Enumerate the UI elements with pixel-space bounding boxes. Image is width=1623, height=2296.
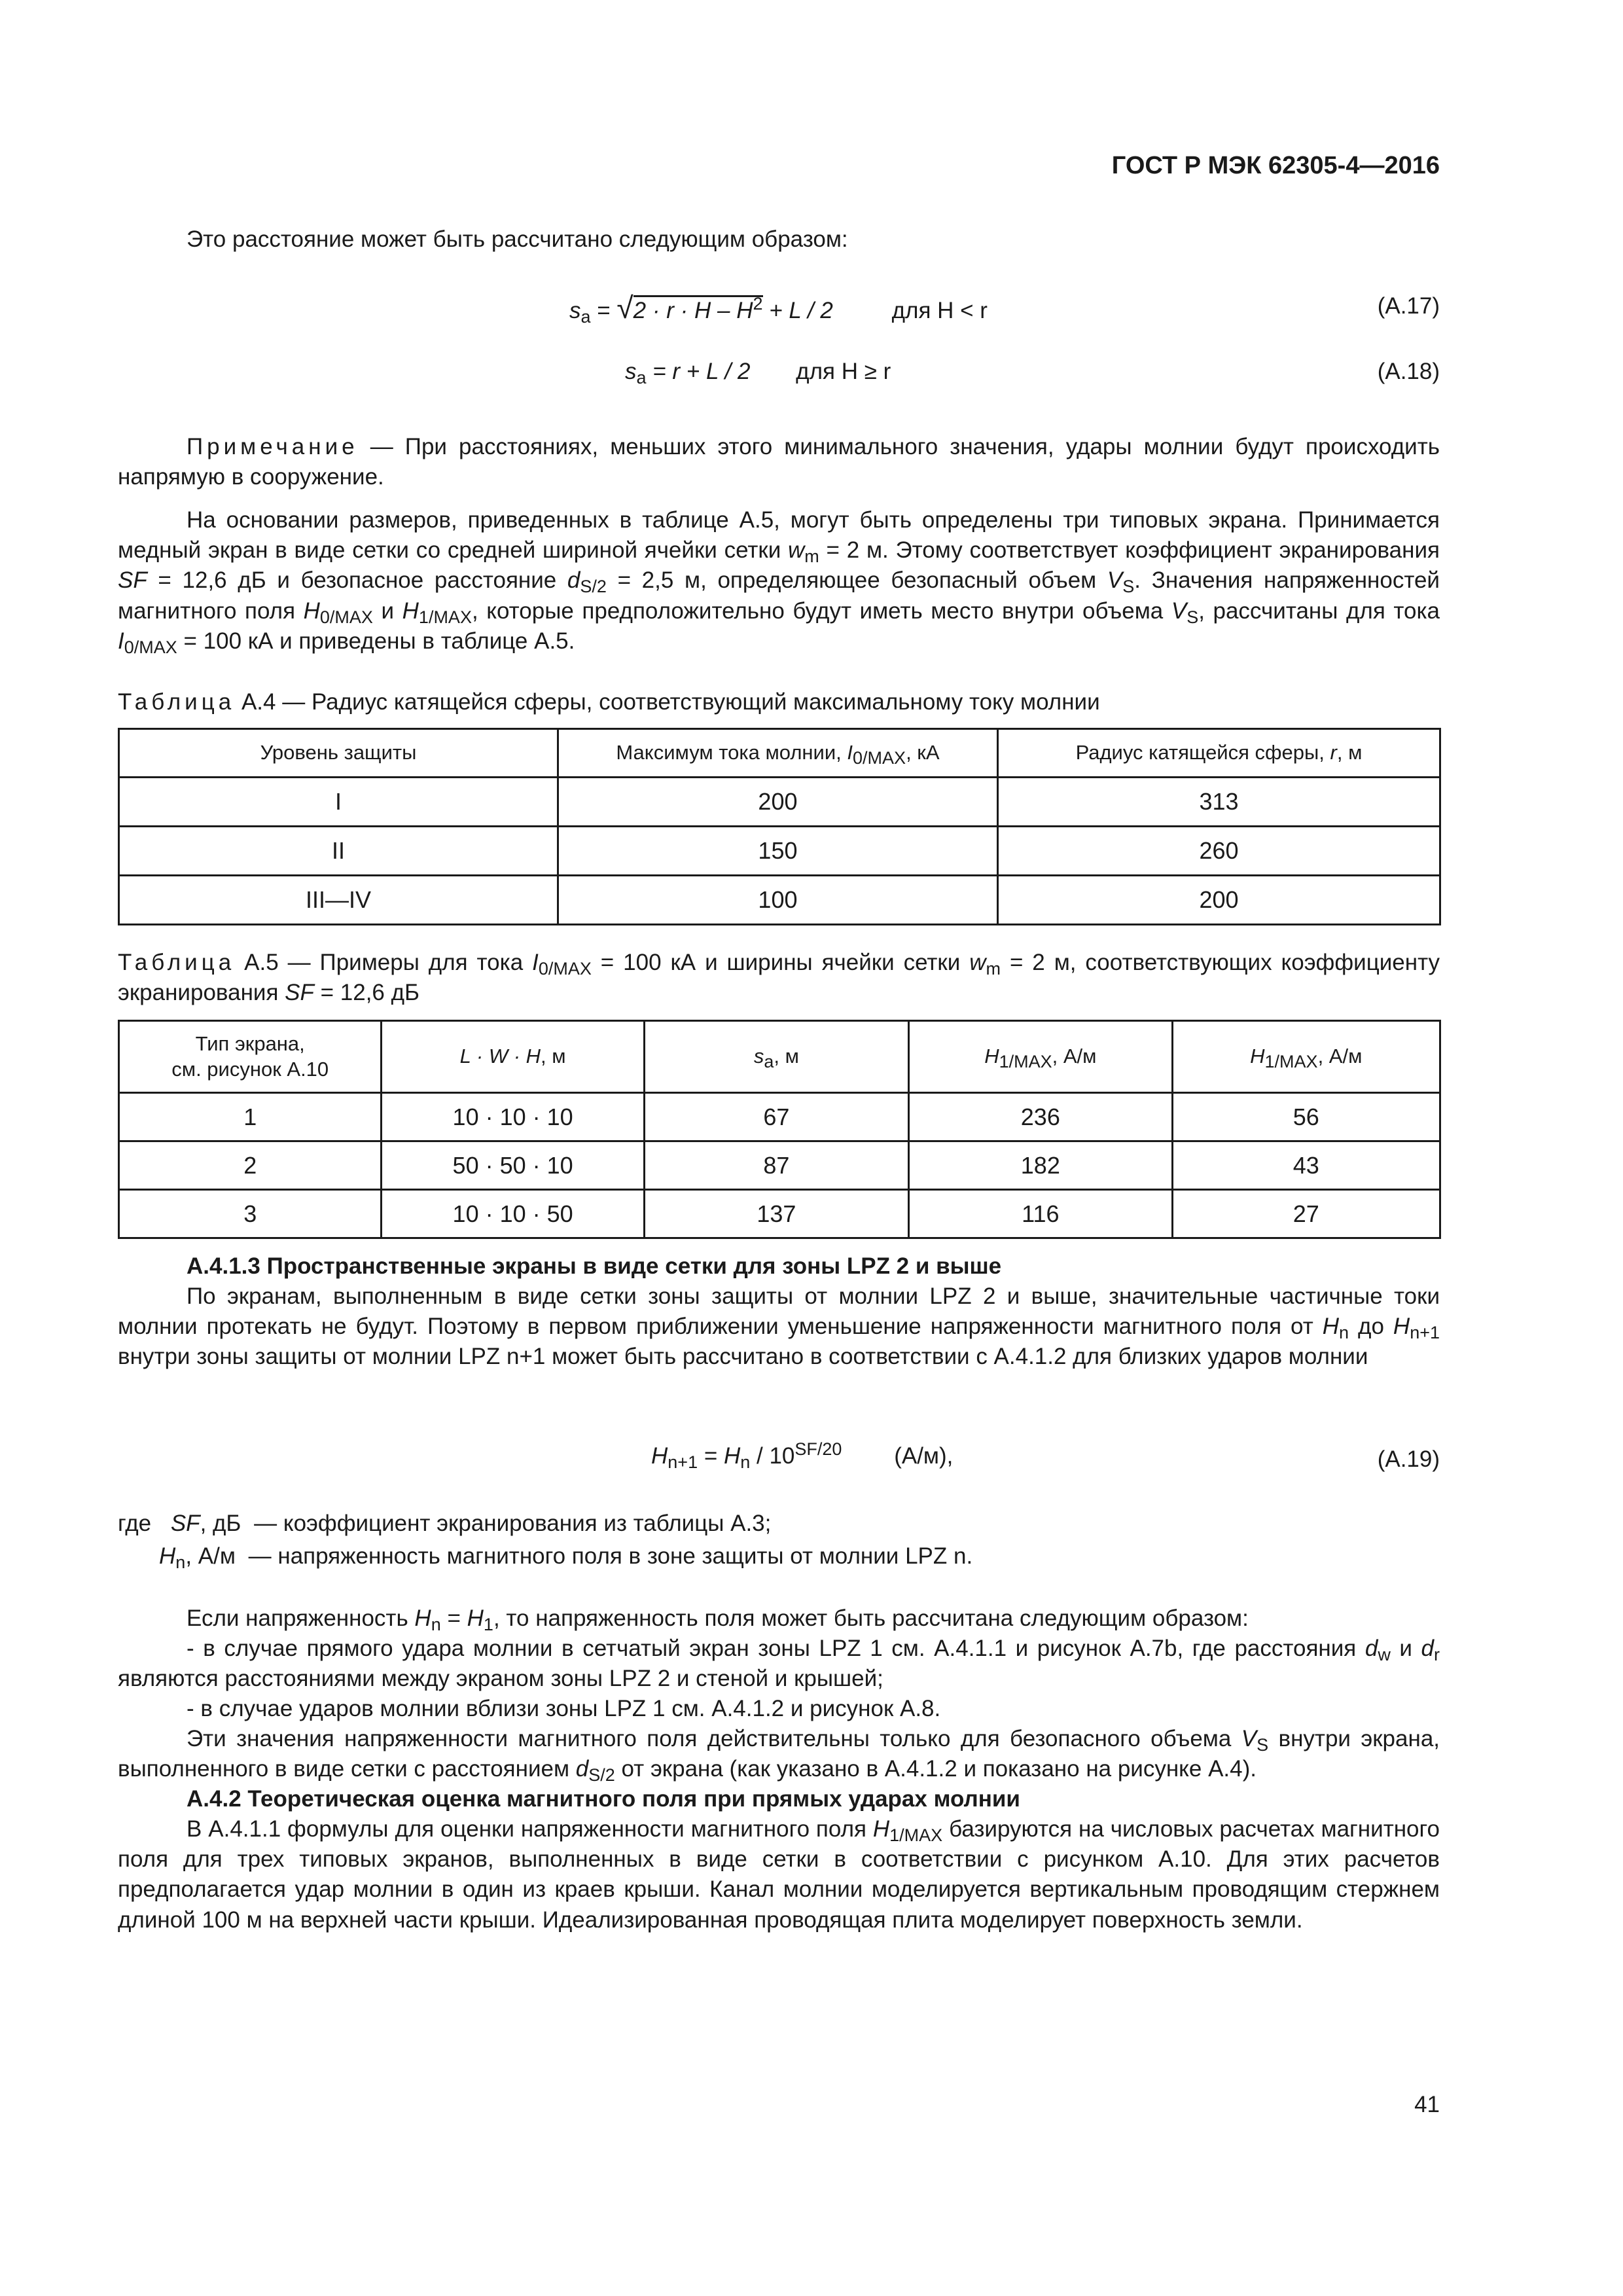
note-text: — При расстояниях, меньших этого минимального значения, удары молнии будут происходить напрямую в сооружение.	[118, 434, 1440, 490]
t4-cell: 200	[997, 876, 1440, 925]
t5-cell: 43	[1172, 1141, 1440, 1190]
t5-header-sa	[644, 1021, 908, 1093]
p1-t1: На основании размеров, приведенных в таблице A.5, могут быть определены три типовых экрана. Принимается медный экран в виде сетки со средней шириной ячейки сетки	[118, 507, 1440, 564]
t5-caption-i: I	[532, 950, 539, 975]
t4-cell: 150	[558, 827, 997, 876]
p1-wm-sub: m	[804, 547, 819, 567]
p2-ah: H	[414, 1605, 431, 1631]
table-row	[119, 827, 1440, 876]
eq18-condition: для H ≥ r	[796, 359, 891, 384]
t5-cell: 3	[119, 1190, 382, 1238]
p2-a2: =	[440, 1605, 467, 1631]
intro-text: Это расстояние может быть рассчитано следующим образом:	[187, 226, 848, 252]
section-a413-text	[118, 1282, 1440, 1372]
p2-d3: от экрана (как указано в A.4.1.2 и показано на рисунке A.4).	[615, 1756, 1257, 1782]
section-a42-title: A.4.2 Теоретическая оценка магнитного поля при прямых ударах молнии	[187, 1786, 1020, 1812]
t4-header-level: Уровень защиты	[119, 729, 558, 778]
t5-cell: 182	[909, 1141, 1172, 1190]
p2-ah1-sub: 1	[483, 1615, 493, 1634]
p1-t7: , которые предположительно будут иметь место внутри объема	[471, 598, 1171, 624]
p1-v2: V	[1171, 598, 1187, 624]
s413-t3: внутри зоны защиты от молнии LPZ n+1 может быть рассчитано в соответствии с A.4.1.2 для близких ударов молнии	[118, 1344, 1368, 1370]
para2-near-strike: - в случае ударов молнии вблизи зоны LPZ 1 см. A.4.1.2 и рисунок A.8.	[187, 1696, 941, 1721]
p1-d: d	[567, 567, 580, 594]
t5-h2-unit: , м	[541, 1045, 566, 1068]
where-hn-sub: n	[175, 1552, 186, 1572]
p1-t9: = 100 кА и приведены в таблице A.5.	[177, 628, 575, 654]
p1-h1-sub: 1/MAX	[418, 607, 472, 627]
t5-header-h1max-b	[1172, 1021, 1440, 1093]
p1-h0: H	[303, 598, 320, 624]
t5-h1-line2: см. рисунок A.10	[171, 1057, 329, 1081]
equation-a19	[651, 1441, 953, 1471]
t5-caption-t2: = 100 кА и ширины ячейки сетки	[591, 950, 970, 975]
note-label: Примечание	[187, 434, 359, 459]
where-sf-unit: , дБ	[200, 1511, 241, 1536]
eq18-sub: a	[636, 368, 647, 387]
p1-sf: SF	[118, 567, 147, 594]
table-row	[119, 778, 1440, 827]
s413-hn1: H	[1393, 1314, 1410, 1340]
t4-h2-sub: 0/MAX	[853, 748, 906, 768]
section-a42-text	[118, 1814, 1440, 1935]
p1-t6: и	[372, 598, 402, 624]
eq19-c: H	[723, 1443, 741, 1469]
p1-d-sub: S/2	[580, 577, 607, 597]
eq17-sup: 2	[753, 294, 763, 314]
t4-h3-text: Радиус катящейся сферы,	[1075, 741, 1330, 764]
eq17-number: (A.17)	[1377, 293, 1440, 319]
t5-h4-unit: , А/м	[1052, 1045, 1097, 1068]
eq19-sup: SF/20	[794, 1439, 842, 1459]
t4-h2-var: I	[847, 741, 853, 764]
para2-direct-strike	[118, 1634, 1440, 1694]
p2-a3: , то напряженность поля может быть рассчитана следующим образом:	[493, 1605, 1249, 1631]
table-a4-header-row	[119, 729, 1440, 778]
eq19-unit: (А/м),	[894, 1443, 954, 1469]
eq19-c-sub: n	[740, 1452, 751, 1472]
t4-h3-var: r	[1330, 741, 1337, 764]
t5-cell: 236	[909, 1093, 1172, 1141]
t5-cell: 137	[644, 1190, 908, 1238]
p2-dw-sub: w	[1378, 1645, 1391, 1664]
p2-b1: - в случае прямого удара молнии в сетчатый экран зоны LPZ 1 см. A.4.1.1 и рисунок A.7b, где расстояния	[187, 1636, 1365, 1661]
t4-header-current	[558, 729, 997, 778]
t5-h3-sub: a	[764, 1052, 774, 1072]
where-sf-var: SF	[170, 1511, 200, 1536]
p2-dv-sub: S	[1257, 1735, 1269, 1755]
table-a5-header-row	[119, 1021, 1440, 1093]
p1-h1: H	[402, 598, 419, 624]
sqrt-icon: √	[616, 291, 633, 325]
t5-caption-w-sub: m	[986, 959, 1001, 978]
t4-cell: I	[119, 778, 558, 827]
p1-v2-sub: S	[1186, 607, 1199, 627]
t5-h1-line1: Тип экрана,	[195, 1031, 305, 1055]
equation-a17	[569, 288, 988, 328]
eq17-radicand	[633, 295, 763, 324]
t4-cell: III—IV	[119, 876, 558, 925]
eq17-tail: + L / 2	[762, 298, 833, 323]
p2-ah-sub: n	[431, 1615, 441, 1634]
t5-header-dimensions	[382, 1021, 644, 1093]
where-hn-text: — напряженность магнитного поля в зоне защиты от молнии LPZ n.	[248, 1543, 973, 1569]
t5-cell: 67	[644, 1093, 908, 1141]
para2-validity	[118, 1724, 1440, 1784]
t5-cell: 56	[1172, 1093, 1440, 1141]
t5-h2-var: L · W · H	[459, 1045, 541, 1068]
t5-caption-t4: = 12,6 дБ	[313, 980, 419, 1006]
p2-b3: являются расстояниями между экраном зоны LPZ 2 и стеной и крышей;	[118, 1666, 883, 1692]
t5-h4-sub: 1/MAX	[999, 1052, 1052, 1072]
p2-dw: d	[1364, 1636, 1378, 1661]
p2-ah1: H	[467, 1605, 484, 1631]
t5-cell: 27	[1172, 1190, 1440, 1238]
t4-caption-label: Таблица	[118, 689, 236, 715]
table-row	[119, 876, 1440, 925]
where-line-2	[159, 1541, 1435, 1571]
eq18-s: s	[625, 359, 637, 384]
eq19-a-sub: n+1	[668, 1452, 698, 1472]
p1-t5: . Значения напряженностей магнитного поля	[118, 567, 1440, 624]
t5-h3-var: s	[753, 1045, 764, 1068]
t5-caption-t3: = 2 м, соответствующих коэффициенту экранирования	[118, 950, 1440, 1006]
eq19-number: (A.19)	[1377, 1446, 1440, 1472]
where-hn-unit: , А/м	[185, 1543, 236, 1569]
t4-cell: 260	[997, 827, 1440, 876]
where-sf	[171, 1511, 241, 1536]
table-a5-caption	[118, 948, 1440, 1008]
p1-i0-sub: 0/MAX	[124, 637, 177, 657]
equation-a18	[625, 357, 891, 387]
eq18-rest: = r + L / 2	[646, 359, 751, 384]
s413-t1: По экранам, выполненным в виде сетки зоны защиты от молнии LPZ 2 и выше, значительные частичные токи молнии протекать не будут. Поэтому в первом приближении уменьшение напряженности магнитного поля от	[118, 1283, 1440, 1340]
p1-h0-sub: 0/MAX	[319, 607, 373, 627]
t4-h2-unit: , кА	[906, 741, 940, 764]
t4-h2-text: Максимум тока молнии,	[616, 741, 847, 764]
p1-v-sub: S	[1122, 577, 1135, 597]
eq19-a: H	[651, 1443, 668, 1469]
t5-h3-unit: , м	[774, 1045, 799, 1068]
table-row	[119, 1093, 1440, 1141]
p2-dd-sub: S/2	[588, 1765, 615, 1785]
t5-h5-sub: 1/MAX	[1264, 1052, 1318, 1072]
section-a413-title: A.4.1.3 Пространственные экраны в виде сетки для зоны LPZ 2 и выше	[187, 1253, 1002, 1279]
note	[118, 432, 1440, 492]
where-line-1	[118, 1509, 1440, 1539]
p1-t3: = 12,6 дБ и безопасное расстояние	[147, 567, 567, 594]
s413-hn-sub: n	[1339, 1323, 1349, 1343]
t5-h5-unit: , А/м	[1317, 1045, 1363, 1068]
eq17-s-sub: a	[580, 307, 591, 327]
p2-dr: d	[1421, 1636, 1434, 1661]
table-a4-caption	[118, 687, 1440, 717]
p2-b2: и	[1390, 1636, 1421, 1661]
t5-header-type	[119, 1021, 382, 1093]
eq17-condition: для H < r	[891, 298, 988, 323]
s413-t2: до	[1349, 1314, 1393, 1340]
t5-header-h1max-a	[909, 1021, 1172, 1093]
p1-t2: = 2 м. Этому соответствует коэффициент экранирования	[819, 537, 1440, 564]
p1-v: V	[1107, 567, 1123, 594]
p1-wm: w	[788, 537, 805, 564]
eq18-number: (A.18)	[1377, 359, 1440, 384]
p2-d1: Эти значения напряженности магнитного поля действительны только для безопасного объема	[187, 1726, 1241, 1751]
t5-cell: 50 · 50 · 10	[382, 1141, 644, 1190]
p2-dr-sub: r	[1434, 1645, 1440, 1664]
t5-cell: 10 · 10 · 10	[382, 1093, 644, 1141]
p2-dv: V	[1241, 1726, 1257, 1751]
p2-dd: d	[575, 1756, 589, 1782]
where-hn-var: H	[159, 1543, 176, 1569]
t5-caption-w: w	[969, 950, 986, 975]
para2-intro	[118, 1604, 1440, 1634]
where-label: где	[118, 1511, 152, 1536]
t5-h5-var: H	[1250, 1045, 1265, 1068]
s42-h-sub: 1/MAX	[889, 1825, 943, 1845]
table-row	[119, 1141, 1440, 1190]
eq19-d: / 10	[750, 1443, 795, 1469]
where-sf-text: — коэффициент экранирования из таблицы A.3;	[254, 1511, 772, 1536]
t4-h3-unit: , м	[1336, 741, 1363, 764]
table-row	[119, 1190, 1440, 1238]
t5-cell: 1	[119, 1093, 382, 1141]
table-a5	[118, 1020, 1441, 1239]
paragraph-screens	[118, 505, 1440, 656]
t4-cell: 200	[558, 778, 997, 827]
t4-cell: 313	[997, 778, 1440, 827]
t5-h4-var: H	[984, 1045, 999, 1068]
t5-cell: 116	[909, 1190, 1172, 1238]
s413-hn1-sub: n+1	[1410, 1323, 1440, 1343]
t5-caption-label: Таблица	[118, 950, 236, 975]
eq17-s: s	[569, 298, 581, 323]
p2-a1: Если напряженность	[187, 1605, 415, 1631]
p1-i0: I	[118, 628, 124, 654]
t5-caption-sf: SF	[285, 980, 314, 1006]
s42-h: H	[872, 1816, 890, 1842]
table-a4	[118, 728, 1441, 925]
eq19-b: =	[698, 1443, 724, 1469]
s42-t1: В A.4.1.1 формулы для оценки напряженности магнитного поля	[187, 1816, 873, 1842]
t4-caption-text: A.4 — Радиус катящейся сферы, соответствующий максимальному току молнии	[235, 689, 1100, 715]
p1-t8: , рассчитаны для тока	[1198, 598, 1440, 624]
eq17-eq: =	[590, 298, 617, 323]
t4-header-radius	[997, 729, 1440, 778]
p2-d2: внутри экрана, выполненного в виде сетки с расстоянием	[118, 1726, 1440, 1782]
t5-cell: 87	[644, 1141, 908, 1190]
t4-cell: 100	[558, 876, 997, 925]
t5-caption-t1: A.5 — Примеры для тока	[235, 950, 533, 975]
page-number: 41	[1414, 2092, 1440, 2117]
t5-caption-i-sub: 0/MAX	[538, 959, 592, 978]
document-id: ГОСТ Р МЭК 62305-4—2016	[1111, 152, 1440, 179]
t5-cell: 10 · 10 · 50	[382, 1190, 644, 1238]
s42-t2: базируются на числовых расчетах магнитного поля для трех типовых экранов, выполненных в виде сетки в соответствии с рисунком A.10. Для этих расчетов предполагается удар молнии в один из краев крыши. Канал молнии моделируется вертикальным проводящим стержнем длиной 100 м на верхней части крыши. Идеализированная проводящая плита моделирует поверхность земли.	[118, 1816, 1440, 1933]
p1-t4: = 2,5 м, определяющее безопасный объем	[606, 567, 1107, 594]
t5-cell: 2	[119, 1141, 382, 1190]
t4-cell: II	[119, 827, 558, 876]
eq17-radicand-text: 2 · r · H – H	[633, 298, 753, 323]
s413-hn: H	[1322, 1314, 1340, 1340]
